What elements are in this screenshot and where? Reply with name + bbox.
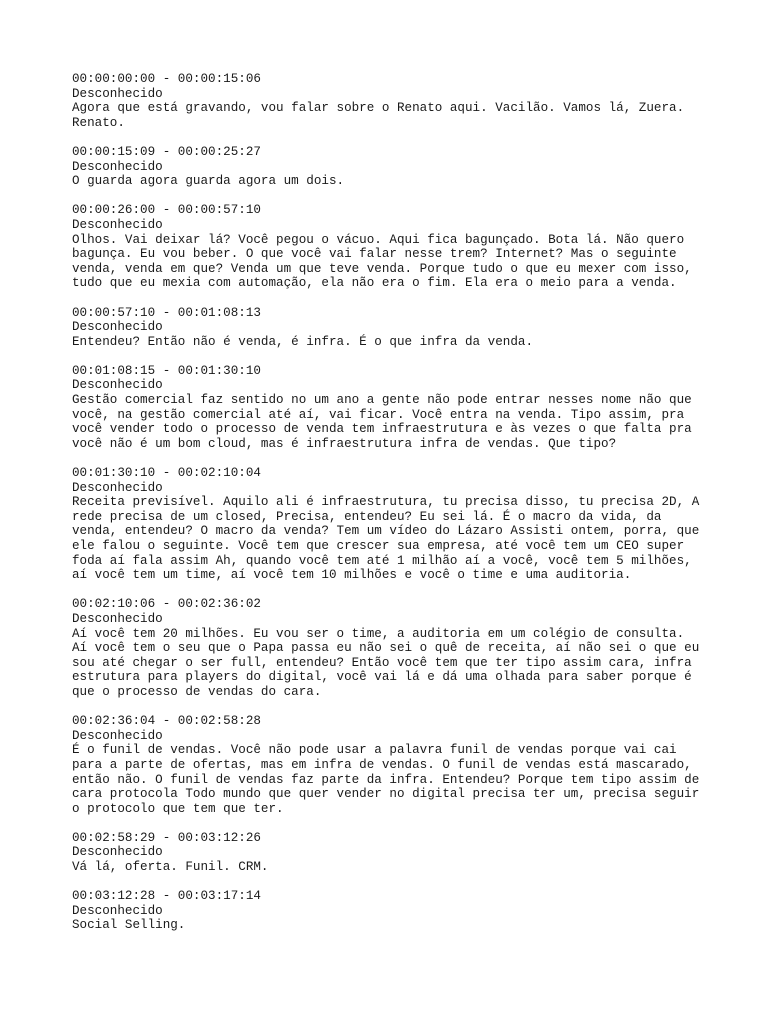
transcript-entry bbox=[72, 306, 712, 350]
entry-timestamp: 00:01:30:10 - 00:02:10:04 bbox=[72, 466, 261, 481]
entry-text: Entendeu? Então não é venda, é infra. É o que infra da venda. bbox=[72, 334, 534, 349]
entry-timestamp: 00:00:26:00 - 00:00:57:10 bbox=[72, 203, 261, 218]
transcript-entry bbox=[72, 364, 712, 452]
transcript-entry bbox=[72, 831, 712, 875]
entry-timestamp: 00:01:08:15 - 00:01:30:10 bbox=[72, 363, 261, 378]
entry-speaker: Desconhecido bbox=[72, 728, 163, 743]
transcript-entry bbox=[72, 597, 712, 699]
entry-text: Olhos. Vai deixar lá? Você pegou o vácuo. Aqui fica bagunçado. Bota lá. Não quero bagunça. Eu vou beber. O que você vai falar nesse trem? Internet? Mas o seguinte venda, venda em que? Venda um que teve venda. Porque tudo o que eu mexer com isso, tudo que eu mexia com automação, ela não era o fim. Ela era o meio para a venda. bbox=[72, 232, 692, 291]
transcript-entry bbox=[72, 889, 712, 933]
entry-text: É o funil de vendas. Você não pode usar a palavra funil de vendas porque vai cai para a parte de ofertas, mas em infra de vendas. O funil de vendas está mascarado, então não. O funil de vendas faz parte da infra. Entendeu? Porque tem tipo assim de cara protocola Todo mundo que quer vender no digital precisa ter um, precisa seguir o protocolo que tem que ter. bbox=[72, 743, 700, 816]
entry-speaker: Desconhecido bbox=[72, 903, 163, 918]
entry-speaker: Desconhecido bbox=[72, 159, 163, 174]
entry-speaker: Desconhecido bbox=[72, 86, 163, 101]
entry-text: Agora que está gravando, vou falar sobre o Renato aqui. Vacilão. Vamos lá, Zuera. Renato. bbox=[72, 101, 685, 130]
transcript-page bbox=[72, 72, 712, 948]
entry-speaker: Desconhecido bbox=[72, 320, 163, 335]
transcript-entry bbox=[72, 466, 712, 583]
entry-speaker: Desconhecido bbox=[72, 378, 163, 393]
entry-timestamp: 00:03:12:28 - 00:03:17:14 bbox=[72, 889, 261, 904]
entry-speaker: Desconhecido bbox=[72, 480, 163, 495]
entry-text: Gestão comercial faz sentido no um ano a gente não pode entrar nesses nome não que você, na gestão comercial até aí, vai ficar. Você entra na venda. Tipo assim, pra você vender todo o processo de venda tem infraestrutura e às vezes o que falta pra você não é um bom cloud, mas é infraestrutura infra de vendas. Que tipo? bbox=[72, 393, 692, 451]
transcript-entry bbox=[72, 145, 712, 189]
entry-timestamp: 00:00:57:10 - 00:01:08:13 bbox=[72, 305, 261, 320]
entry-timestamp: 00:00:00:00 - 00:00:15:06 bbox=[72, 72, 261, 86]
entry-text: Receita previsível. Aquilo ali é infraestrutura, tu precisa disso, tu precisa 2D, A rede precisa de um closed, Precisa, entendeu? Eu sei lá. É o macro da vida, da venda, entendeu? O macro da venda? Tem um vídeo do Lázaro Assisti ontem, porra, que ele falou o seguinte. Você tem que crescer sua empresa, até você tem um CEO super foda aí fala assim Ah, quando você tem até 1 milhão aí a você, você tem 5 milhões, aí você tem um time, aí você tem 10 milhões e você o time e uma auditoria. bbox=[72, 495, 700, 583]
entry-text: O guarda agora guarda agora um dois. bbox=[72, 174, 345, 189]
entry-text: Social Selling. bbox=[72, 918, 186, 933]
entry-speaker: Desconhecido bbox=[72, 611, 163, 626]
entry-timestamp: 00:02:36:04 - 00:02:58:28 bbox=[72, 714, 261, 729]
entry-timestamp: 00:02:10:06 - 00:02:36:02 bbox=[72, 597, 261, 612]
entry-speaker: Desconhecido bbox=[72, 217, 163, 232]
entry-text: Aí você tem 20 milhões. Eu vou ser o time, a auditoria em um colégio de consulta. Aí você tem o seu que o Papa passa eu não sei o quê de receita, aí não sei o que eu sou até chegar o ser full, entendeu? Então você tem que ter tipo assim cara, infra estrutura para players do digital, você vai lá e dá uma olhada para saber porque é que o processo de vendas do cara. bbox=[72, 626, 700, 699]
entry-timestamp: 00:02:58:29 - 00:03:12:26 bbox=[72, 830, 261, 845]
transcript-entry bbox=[72, 72, 712, 130]
transcript-entry bbox=[72, 203, 712, 291]
entry-speaker: Desconhecido bbox=[72, 845, 163, 860]
entry-timestamp: 00:00:15:09 - 00:00:25:27 bbox=[72, 144, 261, 159]
entry-text: Vá lá, oferta. Funil. CRM. bbox=[72, 860, 269, 875]
transcript-entry bbox=[72, 714, 712, 816]
